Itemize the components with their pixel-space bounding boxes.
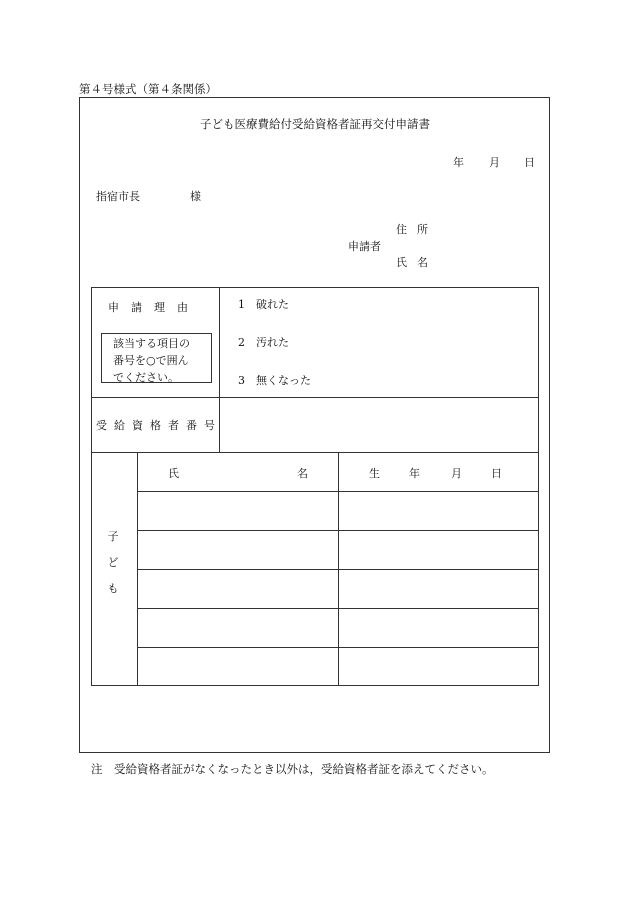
recipient-number-field[interactable] — [226, 405, 534, 445]
child-dob-cell[interactable] — [340, 571, 537, 607]
date-day-label: 日 — [524, 156, 535, 169]
dob-char: 生 — [369, 467, 380, 480]
column-date-of-birth — [369, 468, 502, 479]
child-label-char: も — [107, 582, 119, 595]
child-dob-cell[interactable] — [340, 532, 537, 568]
date-year-label: 年 — [453, 156, 464, 169]
instruction-line: でください。 — [113, 371, 179, 384]
child-label-char: 子 — [107, 530, 119, 543]
addressee-name: 指宿市長 — [96, 190, 140, 203]
reason-option-torn[interactable]: 1 破れた — [238, 298, 289, 311]
column-name-first: 氏 — [168, 467, 179, 480]
addressee-honorific: 様 — [190, 190, 201, 203]
form-title: 子ども医療費給付受給資格者証再交付申請書 — [200, 117, 430, 131]
footnote: 注 受給資格者証がなくなったとき以外は，受給資格者証を添えてください。 — [91, 762, 494, 776]
child-row-line — [137, 530, 539, 531]
child-dob-cell[interactable] — [340, 610, 537, 646]
applicant-address-label: 住所 — [396, 223, 438, 236]
child-dob-cell[interactable] — [340, 649, 537, 685]
instruction-line: 番号を○で囲ん — [113, 354, 189, 367]
divider-number-bottom — [91, 452, 539, 453]
child-row-line — [137, 647, 539, 648]
child-name-cell[interactable] — [139, 610, 336, 646]
child-row-line — [137, 491, 539, 492]
child-dob-cell[interactable] — [340, 493, 537, 529]
child-row-line — [137, 608, 539, 609]
applicant-name-label: 氏名 — [396, 256, 438, 269]
reason-instruction — [113, 335, 190, 386]
child-label-char: ど — [107, 556, 119, 569]
recipient-number-label: 受給資格者番号 — [96, 419, 222, 432]
dob-char: 日 — [491, 467, 502, 480]
dob-char: 年 — [409, 467, 420, 480]
child-row-line — [137, 569, 539, 570]
child-name-cell[interactable] — [139, 493, 336, 529]
divider-reason-bottom — [91, 397, 539, 398]
applicant-label: 申請者 — [348, 240, 381, 253]
reason-option-lost[interactable]: 3 無くなった — [238, 374, 311, 387]
child-name-cell[interactable] — [139, 649, 336, 685]
instruction-line: 該当する項目の — [113, 337, 190, 350]
reason-option-soiled[interactable]: 2 汚れた — [238, 336, 289, 349]
date-month-label: 月 — [489, 156, 500, 169]
form-id: 第４号様式（第４条関係） — [79, 82, 217, 96]
dob-char: 月 — [451, 467, 462, 480]
column-name-last: 名 — [297, 467, 308, 480]
child-section-label — [106, 524, 120, 602]
reason-heading: 申請理由 — [108, 301, 200, 314]
child-name-cell[interactable] — [139, 532, 336, 568]
child-name-cell[interactable] — [139, 571, 336, 607]
